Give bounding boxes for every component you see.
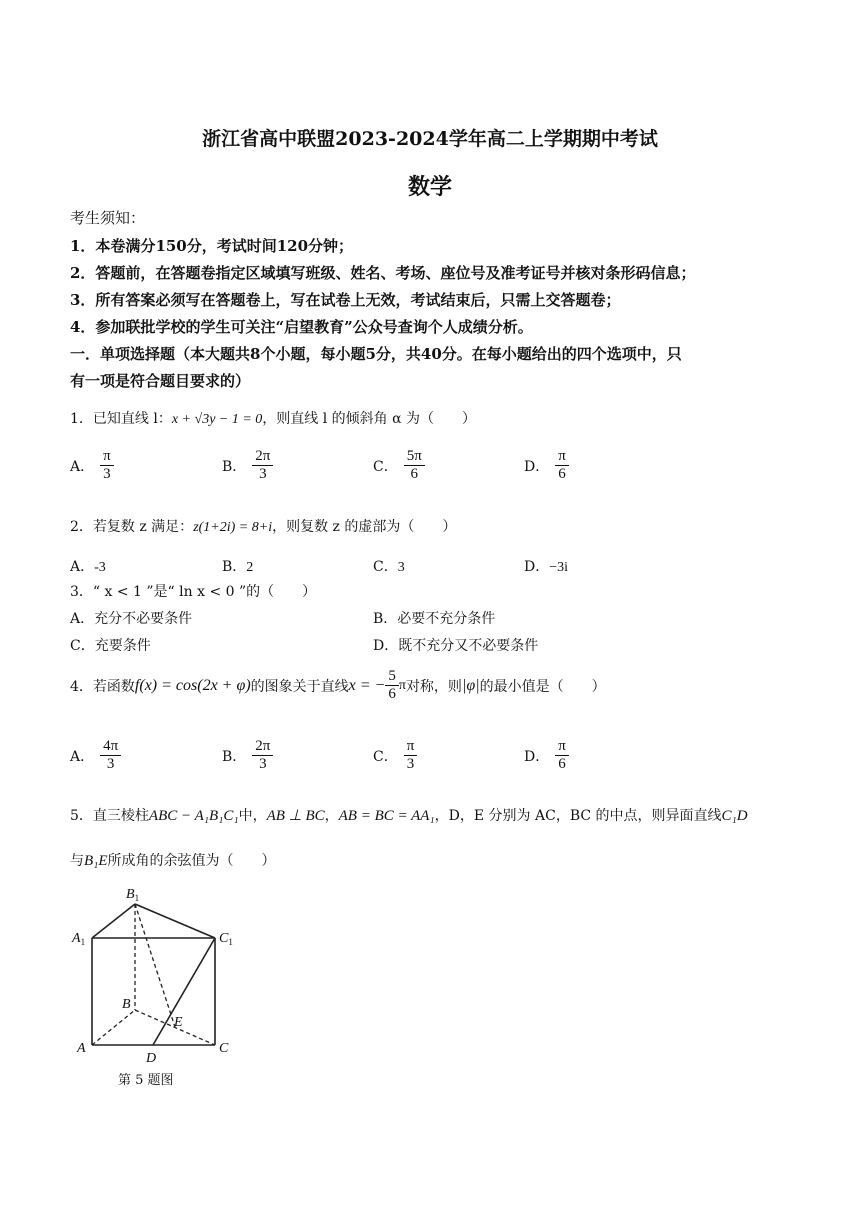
q1-option-a: A． $\frac{\pi}{3}$ (70, 448, 114, 484)
label-a: A (77, 1041, 86, 1056)
q4-option-d: D． $\frac{\pi}{6}$ (524, 738, 569, 774)
q2-option-d: D．−3i (524, 559, 569, 575)
question-5-line2: 与B₁E所成角的余弦值为（ ） (70, 853, 276, 869)
q1-prefix: 1．已知直线 l： (70, 411, 172, 427)
question-2: 2．若复数 z 满足：z(1+2i) = 8+i，则复数 z 的虚部为（ ） (70, 519, 457, 535)
notice-heading: 考生须知： (70, 209, 146, 227)
q3-option-a: A．充分不必要条件 (70, 611, 193, 627)
label-b1: $B_1$ (126, 887, 140, 903)
q4-option-c: C． $\frac{\pi}{3}$ (373, 738, 417, 774)
q3-option-c: C．充要条件 (70, 638, 151, 654)
exam-title: 浙江省高中联盟2023-2024学年高二上学期期中考试 (202, 128, 658, 150)
label-b: B (122, 997, 131, 1012)
label-d: D (146, 1051, 157, 1066)
question-1 (70, 408, 476, 428)
q2-option-a: A．-3 (70, 559, 106, 575)
q1-equation: x + √3y − 1 = 0 (171, 412, 263, 427)
q4-option-b: B． $\frac{2\pi}{3}$ (222, 738, 273, 774)
question-5-line1: 5．直三棱柱ABC − A₁B₁C₁中，AB ⊥ BC，AB = BC = AA₁，D，E 分别为 AC，BC 的中点，则异面直线C₁D (70, 808, 748, 824)
notice-item-3: 3．所有答案必须写在答题卷上，写在试卷上无效，考试结束后，只需上交答题卷； (70, 291, 621, 309)
q1-option-b: B． $\frac{2\pi}{3}$ (222, 448, 273, 484)
figure-caption: 第 5 题图 (118, 1073, 174, 1088)
subject-title: 数学 (407, 174, 452, 200)
q2-option-b: B．2 (222, 559, 254, 575)
notice-item-2: 2．答题前，在答题卷指定区域填写班级、姓名、考场、座位号及准考证号并核对条形码信息； (70, 264, 696, 282)
q1-option-c: C． $\frac{5\pi}{6}$ (373, 448, 425, 484)
question-3: 3．“ x < 1 ”是“ ln x < 0 ”的（ ） (70, 584, 317, 600)
section-heading-line1: 一．单项选择题（本大题共8个小题，每小题5分，共40分。在每小题给出的四个选项中，只 (70, 345, 682, 363)
question-4: 4．若函数 f(x) = cos(2x + φ) 的图象关于直线 x = − $\frac{5}{6}$ π 对称，则 |φ| 的最小值是（ ） (70, 668, 606, 703)
q3-option-b: B．必要不充分条件 (373, 611, 496, 627)
label-a1: $A_1$ (72, 931, 86, 947)
label-c1: $C_1$ (219, 931, 233, 947)
notice-item-4: 4．参加联批学校的学生可关注“启望教育”公众号查询个人成绩分析。 (70, 318, 533, 336)
label-e: E (174, 1015, 183, 1030)
label-c: C (219, 1041, 229, 1056)
q1-option-d: D． $\frac{\pi}{6}$ (524, 448, 569, 484)
prism-figure (70, 880, 250, 1070)
q4-function: f(x) = cos(2x + φ) (134, 676, 251, 694)
q2-option-c: C．3 (373, 559, 405, 575)
section-heading-line2: 有一项是符合题目要求的） (70, 372, 251, 390)
notice-item-1: 1．本卷满分150分，考试时间120分钟； (70, 237, 354, 255)
q3-option-d: D．既不充分又不必要条件 (373, 638, 539, 654)
q2-equation: z(1+2i) = 8+i (193, 520, 273, 535)
q1-suffix: ，则直线 l 的倾斜角 α 为（ ） (262, 411, 477, 427)
q4-option-a: A． $\frac{4\pi}{3}$ (70, 738, 121, 774)
